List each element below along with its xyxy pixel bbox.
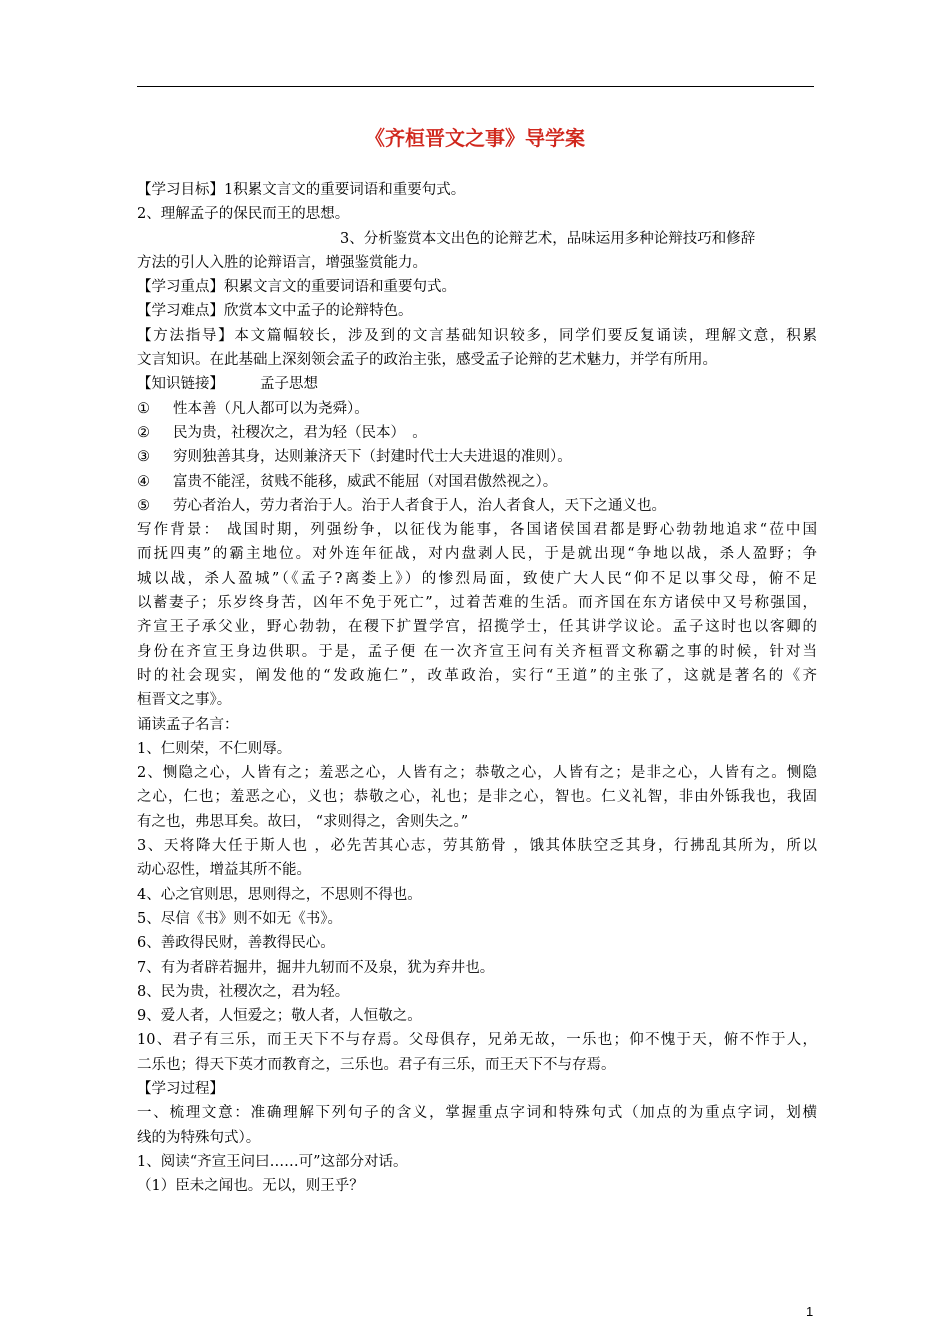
method-guide-1: 【方法指导】本文篇幅较长，涉及到的文言基础知识较多，同学们要反复诵读，理解文意，积累 <box>137 327 817 344</box>
background-line: 齐宣王子承父业，野心勃勃，在稷下扩置学宫，招揽学士，任其讲学议论。孟子这时也以客卿的 <box>137 619 817 636</box>
list-item-text: 民为贵，社稷次之，君为轻（民本） 。 <box>173 424 427 441</box>
quote-line: 二乐也；得天下英才而教育之，三乐也。君子有三乐，而王天下不与存焉。 <box>137 1056 616 1073</box>
objective-2: 2、理解孟子的保民而王的思想。 <box>137 206 350 223</box>
quote-line: 2、恻隐之心，人皆有之；羞恶之心，人皆有之；恭敬之心，人皆有之；是非之心，人皆有之。恻隐 <box>137 765 817 782</box>
background-line: 写作背景： 战国时期，列强纷争，以征伐为能事，各国诸侯国君都是野心勃勃地追求“莅中国 <box>137 522 817 539</box>
process-line: 1、阅读“齐宣王问曰……可”这部分对话。 <box>137 1153 408 1170</box>
quote-line: 8、民为贵，社稷次之，君为轻。 <box>137 983 350 1000</box>
objective-3-cont: 方法的引人入胜的论辩语言，增强鉴赏能力。 <box>137 254 427 271</box>
key-points: 【学习重点】积累文言文的重要词语和重要句式。 <box>137 279 456 296</box>
process-line: 线的为特殊句式）。 <box>137 1129 261 1146</box>
page-title: 《齐桓晋文之事》导学案 <box>365 126 585 150</box>
page-number: 1 <box>806 1304 814 1319</box>
knowledge-link-label: 【知识链接】 <box>137 376 224 393</box>
list-item-text: 性本善（凡人都可以为尧舜）。 <box>173 400 369 417</box>
process-line: 一、梳理文意：准确理解下列句子的含义，掌握重点字词和特殊句式（加点的为重点字词，划横 <box>137 1105 817 1122</box>
list-item <box>137 494 817 518</box>
background-line: 身份在齐宣王身边供职。于是，孟子便 在一次齐宣王问有关齐桓晋文称霸之事的时候，针对当 <box>137 643 817 660</box>
list-item-text: 富贵不能淫，贫贱不能移，威武不能屈（对国君傲然视之）。 <box>173 473 558 490</box>
method-guide-2: 文言知识。在此基础上深刻领会孟子的政治主张，感受孟子论辩的艺术魅力，并学有所用。 <box>137 352 717 369</box>
quote-line: 10、君子有三乐，而王天下不与存焉。父母俱存，兄弟无故，一乐也；仰不愧于天，俯不怍于人， <box>137 1032 817 1049</box>
list-item <box>137 421 817 445</box>
background-line: 时的社会现实，阐发他的“发政施仁”，改革政治，实行“王道”的主张了，这就是著名的《齐 <box>137 667 817 684</box>
header-rule <box>137 86 814 87</box>
document-body <box>137 178 817 1198</box>
background-line: 而抚四夷”的霸主地位。对外连年征战，对内盘剥人民，于是就出现“争地以战，杀人盈野；争 <box>137 546 817 563</box>
bullet-marker: ④ <box>137 473 150 490</box>
quotes-heading: 诵读孟子名言： <box>137 716 239 733</box>
objective-1: 【学习目标】1积累文言文的重要词语和重要句式。 <box>137 182 466 198</box>
knowledge-link <box>137 372 817 396</box>
background-line: 桓晋文之事》。 <box>137 692 232 709</box>
list-item <box>137 445 817 469</box>
quote-line: 1、仁则荣，不仁则辱。 <box>137 740 292 757</box>
quote-line: 5、尽信《书》则不如无《书》。 <box>137 910 342 927</box>
bullet-marker: ⑤ <box>137 497 150 514</box>
background-line: 城以战，杀人盈城”（《孟子?离娄上》）的惨烈局面，致使广大人民“仰不足以事父母，俯不足 <box>137 570 817 587</box>
quote-line: 6、善政得民财，善教得民心。 <box>137 935 335 952</box>
knowledge-link-topic: 孟子思想 <box>260 376 318 393</box>
list-item <box>137 397 817 421</box>
process-heading: 【学习过程】 <box>137 1080 224 1097</box>
quote-line: 之心，仁也；羞恶之心，义也；恭敬之心，礼也；是非之心，智也。仁义礼智，非由外铄我也，我固 <box>137 789 817 806</box>
objective-3: 3、分析鉴赏本文出色的论辩艺术，品味运用多种论辩技巧和修辞 <box>340 230 756 247</box>
background-line: 以蓄妻子；乐岁终身苦，凶年不免于死亡”，过着苦难的生活。而齐国在东方诸侯中又号称强国， <box>137 595 817 612</box>
bullet-marker: ③ <box>137 449 150 466</box>
difficulties: 【学习难点】欣赏本文中孟子的论辩特色。 <box>137 303 413 320</box>
quote-line: 有之也，弗思耳矣。故曰， “求则得之，舍则失之。” <box>137 813 469 830</box>
quote-line: 3、天将降大任于斯人也 ，必先苦其心志，劳其筋骨 ，饿其体肤空乏其身，行拂乱其所为，所以 <box>137 838 817 855</box>
bullet-marker: ① <box>137 400 150 417</box>
bullet-marker: ② <box>137 424 150 441</box>
quote-line: 9、爱人者，人恒爱之；敬人者，人恒敬之。 <box>137 1008 422 1025</box>
list-item-text: 穷则独善其身，达则兼济天下（封建时代士大夫进退的准则）。 <box>173 449 572 466</box>
quote-line: 动心忍性，增益其所不能。 <box>137 862 311 879</box>
quote-line: 4、心之官则思，思则得之，不思则不得也。 <box>137 886 422 903</box>
process-line: （1）臣未之闻也。无以，则王乎？ <box>137 1178 364 1195</box>
list-item-text: 劳心者治人，劳力者治于人。治于人者食于人，治人者食人，天下之通义也。 <box>173 497 666 514</box>
quote-line: 7、有为者辟若掘井，掘井九轫而不及泉，犹为弃井也。 <box>137 959 495 976</box>
list-item <box>137 470 817 494</box>
